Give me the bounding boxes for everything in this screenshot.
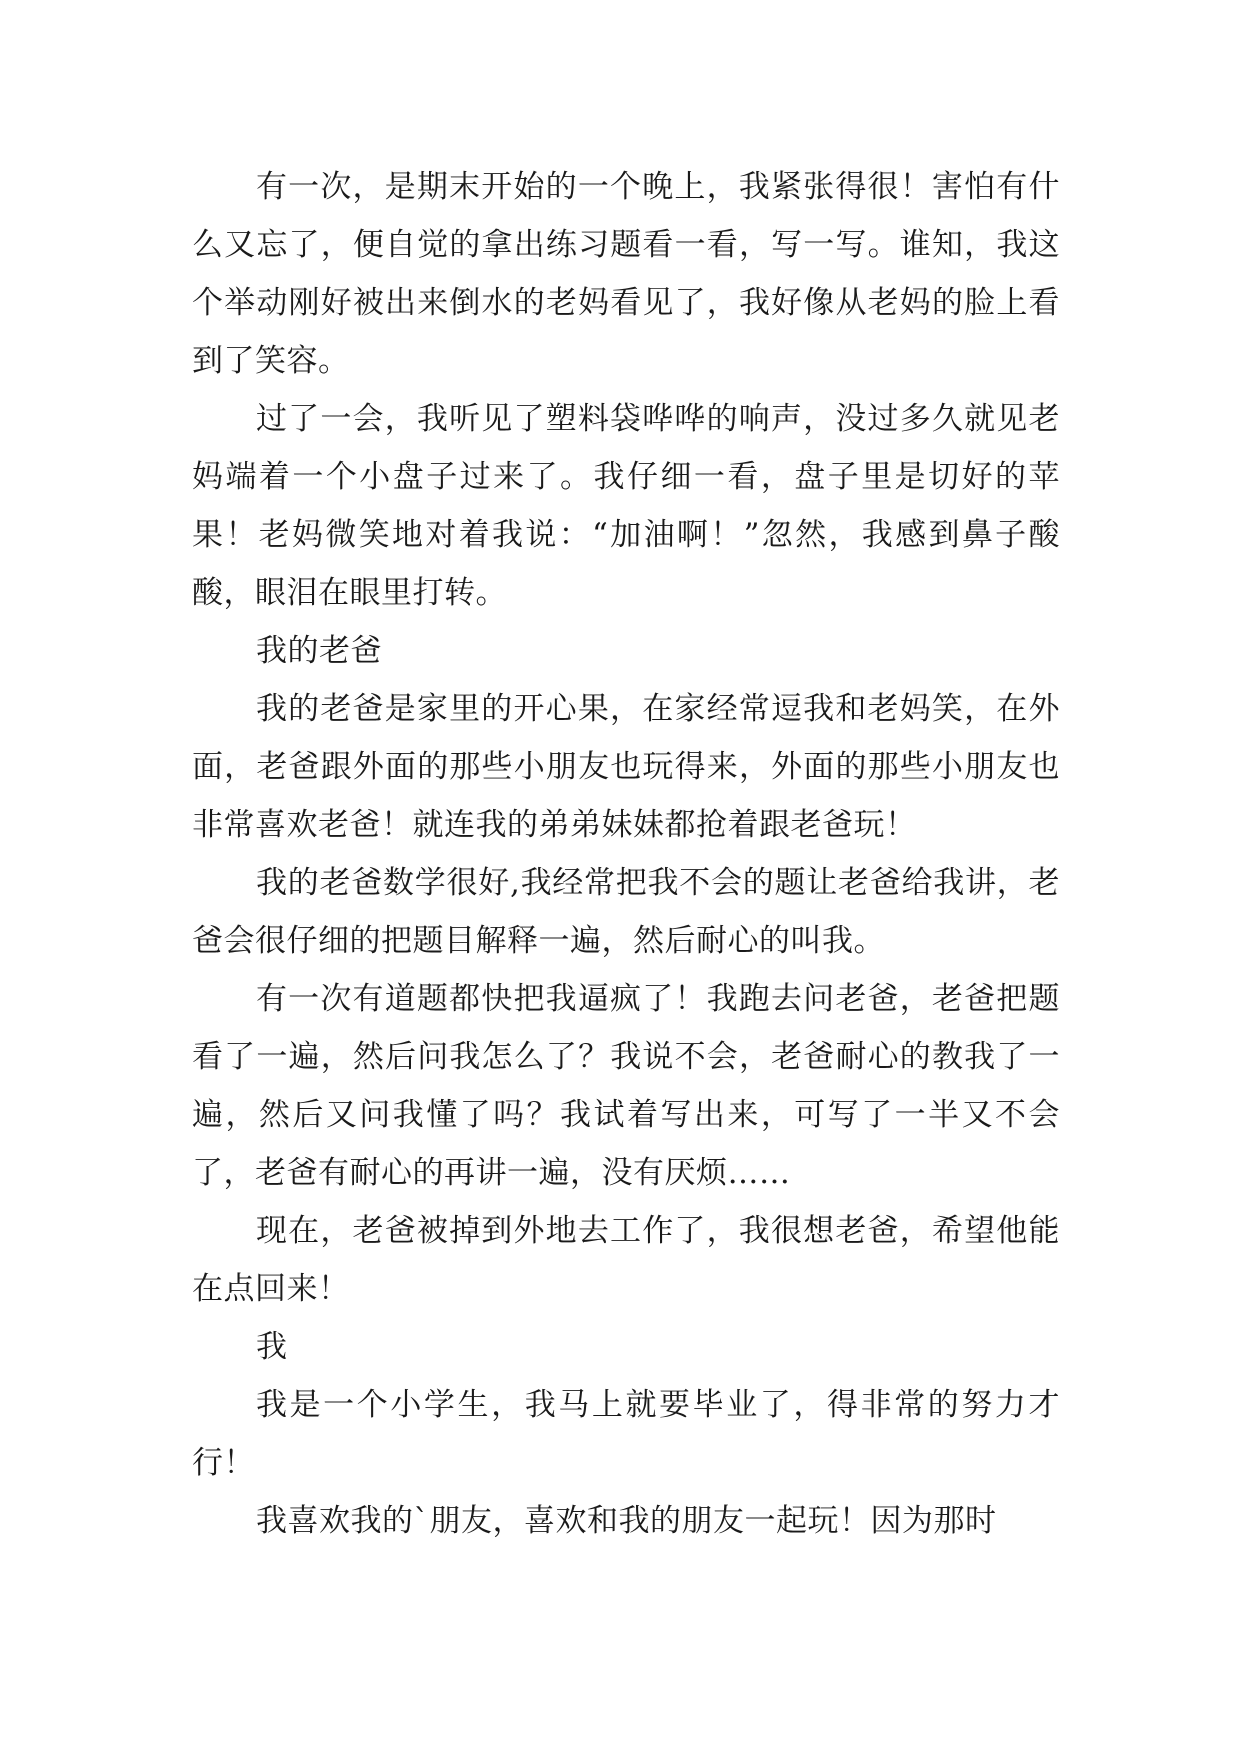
paragraph-exam-night: 有一次，是期末开始的一个晚上，我紧张得很！害怕有什么又忘了，便自觉的拿出练习题看一看，写一写。谁知，我这个举动刚好被出来倒水的老妈看见了，我好像从老妈的脸上看到了笑容。 bbox=[192, 169, 1060, 379]
paragraph-dad-math: 我的老爸数学很好,我经常把我不会的题让老爸给我讲，老爸会很仔细的把题目解释一遍，然后耐心的叫我。 bbox=[192, 865, 1060, 959]
body-text bbox=[192, 158, 1060, 1550]
paragraph-dad-away: 现在，老爸被掉到外地去工作了，我很想老爸，希望他能在点回来！ bbox=[192, 1213, 1060, 1307]
section-heading-dad: 我的老爸 bbox=[256, 633, 382, 669]
paragraph-apple: 过了一会，我听见了塑料袋哗哗的响声，没过多久就见老妈端着一个小盘子过来了。我仔细一看，盘子里是切好的苹果！老妈微笑地对着我说：“加油啊！”忽然，我感到鼻子酸酸，眼泪在眼里打转。 bbox=[192, 401, 1060, 611]
paragraph-dad-fun: 我的老爸是家里的开心果，在家经常逗我和老妈笑，在外面，老爸跟外面的那些小朋友也玩得来，外面的那些小朋友也非常喜欢老爸！就连我的弟弟妹妹都抢着跟老爸玩！ bbox=[192, 691, 1060, 843]
paragraph-student: 我是一个小学生，我马上就要毕业了，得非常的努力才行！ bbox=[192, 1387, 1060, 1481]
paragraph-friends: 我喜欢我的`朋友，喜欢和我的朋友一起玩！因为那时 bbox=[256, 1503, 997, 1539]
section-heading-me: 我 bbox=[256, 1329, 288, 1365]
paragraph-dad-patience: 有一次有道题都快把我逼疯了！我跑去问老爸，老爸把题看了一遍，然后问我怎么了？我说不会，老爸耐心的教我了一遍，然后又问我懂了吗？我试着写出来，可写了一半又不会了，老爸有耐心的再讲一遍，没有厌烦…… bbox=[192, 981, 1060, 1191]
